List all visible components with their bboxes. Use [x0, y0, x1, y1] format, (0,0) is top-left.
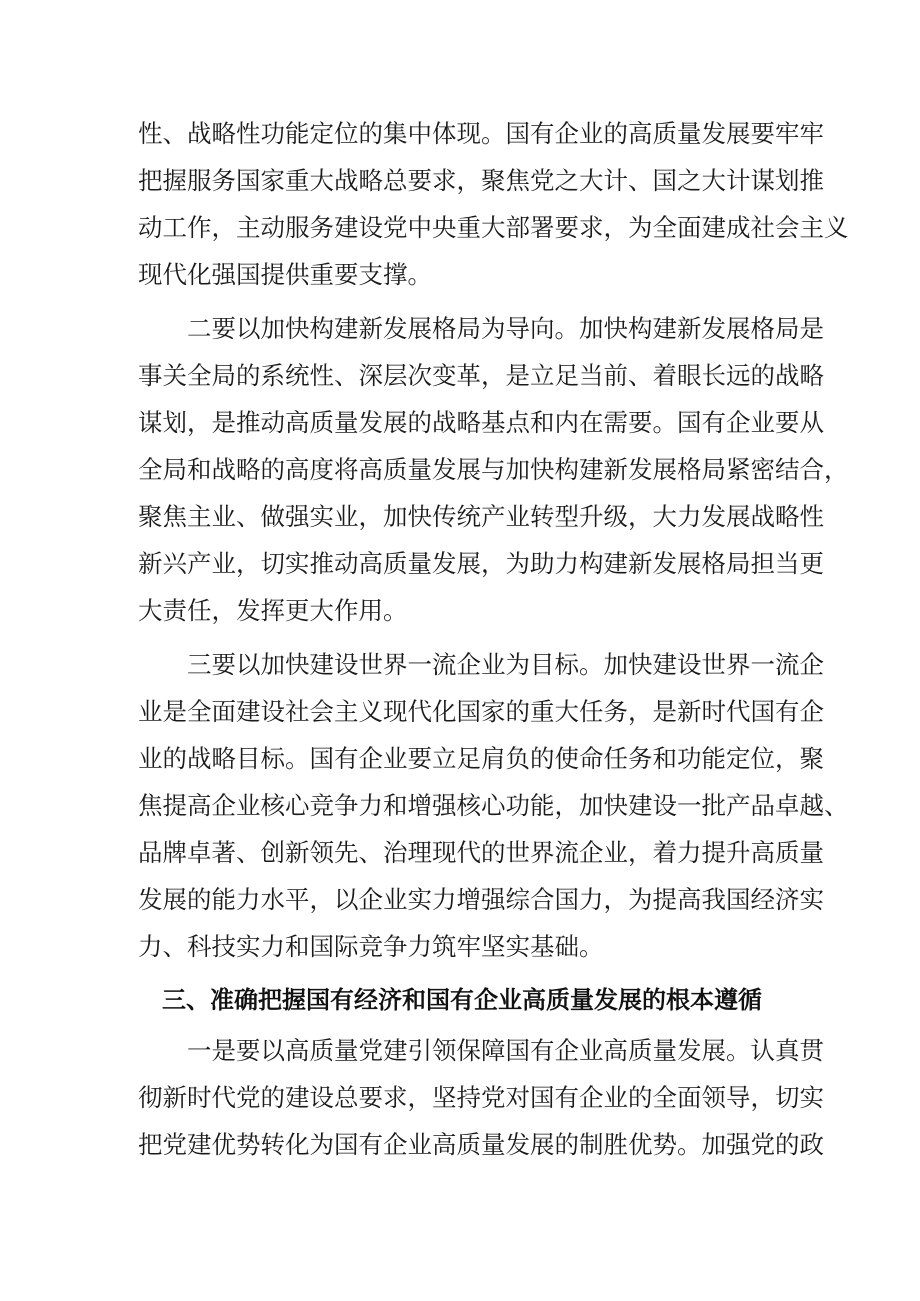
text-line-10: 新兴产业，切实推动高质量发展，为助力构建新发展格局担当更	[138, 549, 824, 578]
text-line-9: 聚焦主业、做强实业，加快传统产业转型升级，大力发展战略性	[138, 502, 824, 531]
text-line-21: 彻新时代党的建设总要求，坚持党对国有企业的全面领导，切实	[138, 1083, 824, 1112]
text-line-7: 谋划，是推动高质量发展的战略基点和内在需要。国有企业要从	[138, 408, 824, 437]
text-line-22: 把党建优势转化为国有企业高质量发展的制胜优势。加强党的政	[138, 1130, 824, 1159]
text-line-8: 全局和战略的高度将高质量发展与加快构建新发展格局紧密结合，	[138, 455, 849, 484]
text-line-3: 动工作，主动服务建设党中央重大部署要求，为全面建成社会主义	[138, 213, 849, 242]
text-line-2: 把握服务国家重大战略总要求，聚焦党之大计、国之大计谋划推	[138, 166, 824, 195]
text-line-13: 业是全面建设社会主义现代化国家的重大任务，是新时代国有企	[138, 697, 824, 726]
text-line-16: 品牌卓著、创新领先、治理现代的世界流企业，着力提升高质量	[138, 838, 824, 867]
text-line-5: 二要以加快构建新发展格局为导向。加快构建新发展格局是	[138, 314, 824, 343]
text-line-11: 大责任，发挥更大作用。	[138, 596, 408, 625]
text-line-20: 一是要以高质量党建引领保障国有企业高质量发展。认真贯	[138, 1036, 824, 1065]
text-line-18: 力、科技实力和国际竞争力筑牢坚实基础。	[138, 932, 604, 961]
text-line-15: 焦提高企业核心竞争力和增强核心功能，加快建设一批产品卓越、	[138, 791, 849, 820]
section-heading: 三、准确把握国有经济和国有企业高质量发展的根本遵循	[138, 986, 762, 1014]
text-line-12: 三要以加快建设世界一流企业为目标。加快建设世界一流企	[138, 650, 824, 679]
text-line-1: 性、战略性功能定位的集中体现。国有企业的高质量发展要牢牢	[138, 119, 824, 148]
text-line-14: 业的战略目标。国有企业要立足肩负的使命任务和功能定位，聚	[138, 744, 824, 773]
text-line-6: 事关全局的系统性、深层次变革，是立足当前、着眼长远的战略	[138, 361, 824, 390]
text-line-4: 现代化强国提供重要支撑。	[138, 260, 432, 289]
text-line-17: 发展的能力水平，以企业实力增强综合国力，为提高我国经济实	[138, 885, 824, 914]
